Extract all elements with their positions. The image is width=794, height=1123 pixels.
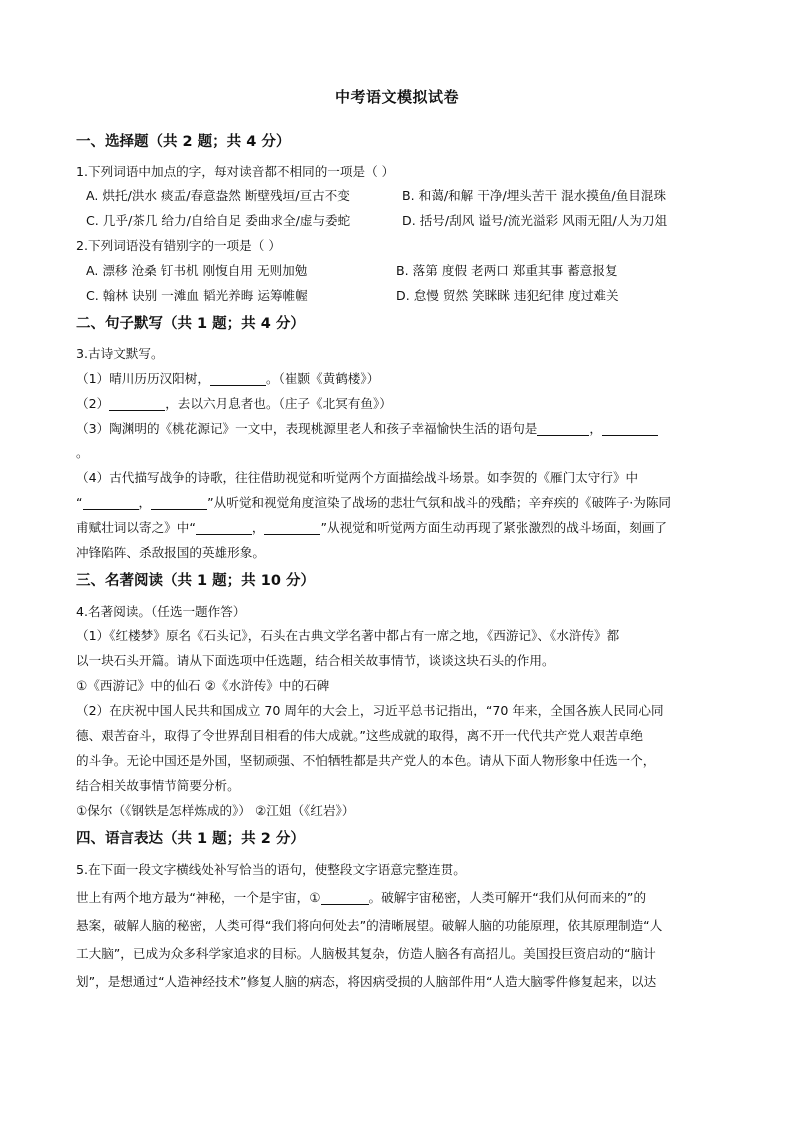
question-1-options-row-1 bbox=[86, 187, 666, 205]
question-3-part-4-line-4: 冲锋陷阵、杀敌报国的英雄形象。 bbox=[76, 545, 265, 560]
question-1-stem: 1.下列词语中加点的字，每对读音都不相同的一项是（ ） bbox=[76, 164, 395, 179]
page-title: 中考语文模拟试卷 bbox=[334, 88, 459, 106]
question-4-stem: 4.名著阅读。（任选一题作答） bbox=[76, 604, 246, 619]
answer-blank[interactable] bbox=[537, 421, 589, 436]
question-4-line-1: （1）《红楼梦》原名《石头记》，石头在古典文学名著中都占有一席之地，《西游记》、《水浒传》都 bbox=[76, 628, 620, 643]
answer-blank[interactable] bbox=[83, 495, 139, 510]
question-4-line-5: 德、艰苦奋斗，取得了令世界刮目相看的伟大成就。”这些成就的取得，离不开一代代共产党人艰苦卓绝 bbox=[76, 728, 643, 743]
question-2-option-d: D. 怠慢 贸然 笑眯眯 违犯纪律 度过难关 bbox=[396, 288, 619, 303]
question-5-line-3: 工大脑”，已成为众多科学家追求的目标。人脑极其复杂，仿造人脑各有高招儿。美国投巨资启动的“脑计 bbox=[76, 946, 656, 961]
question-1-option-d: D. 括号/刮风 谥号/流光溢彩 风雨无阻/人为刀俎 bbox=[402, 213, 668, 228]
blank-marker: ① bbox=[309, 890, 321, 905]
question-2-option-c: C. 翰林 诀别 一滩血 韬光养晦 运筹帷幄 bbox=[86, 288, 308, 303]
answer-blank[interactable] bbox=[196, 520, 252, 535]
question-1-option-c: C. 几乎/茶几 给力/自给自足 委曲求全/虚与委蛇 bbox=[86, 213, 351, 228]
question-5-stem: 5.在下面一段文字横线处补写恰当的语句，使整段文字语意完整连贯。 bbox=[76, 862, 466, 877]
question-4-line-4: （2）在庆祝中国人民共和国成立 70 周年的大会上，习近平总书记指出，“70 年来，全国各族人民同心同 bbox=[76, 703, 664, 718]
answer-blank[interactable] bbox=[210, 371, 266, 386]
question-1-option-a: A. 烘托/洪水 痰盂/春意盎然 断壁残垣/亘古不变 bbox=[86, 188, 350, 203]
answer-blank[interactable] bbox=[321, 890, 369, 905]
question-4-line-2: 以一块石头开篇。请从下面选项中任选题，结合相关故事情节，谈谈这块石头的作用。 bbox=[76, 653, 555, 668]
question-1-option-b: B. 和蔼/和解 干净/埋头苦干 混水摸鱼/鱼目混珠 bbox=[402, 188, 667, 203]
question-3-part-4-line-3: 甫赋壮词以寄之》中“ ， ”从视觉和听觉两方面生动再现了紧张激烈的战斗场面，刻画了 bbox=[76, 520, 668, 535]
section-heading-expression: 四、语言表达（共 1 题；共 2 分） bbox=[76, 831, 305, 847]
question-3-part-2: （2） ，去以六月息者也。（庄子《北冥有鱼》） bbox=[76, 396, 392, 411]
question-3-stem: 3.古诗文默写。 bbox=[76, 346, 164, 361]
answer-blank[interactable] bbox=[109, 396, 165, 411]
question-3-part-3: （3）陶渊明的《桃花源记》一文中，表现桃源里老人和孩子幸福愉快生活的语句是 ， bbox=[76, 420, 720, 438]
question-2-option-a: A. 漂移 沧桑 钉书机 刚愎自用 无则加勉 bbox=[86, 263, 308, 278]
question-3-part-4-line-1: （4）古代描写战争的诗歌，往往借助视觉和听觉两个方面描绘战斗场景。如李贺的《雁门太守行》中 bbox=[76, 470, 639, 485]
question-2-options-row-1 bbox=[86, 262, 618, 280]
question-4-line-7: 结合相关故事情节简要分析。 bbox=[76, 778, 240, 793]
answer-blank[interactable] bbox=[151, 495, 207, 510]
question-1-options-row-2 bbox=[86, 212, 667, 230]
question-3-part-3-end: 。 bbox=[76, 445, 89, 460]
question-2-option-b: B. 落第 度假 老两口 郑重其事 蓄意报复 bbox=[396, 263, 618, 278]
section-heading-choice: 一、选择题（共 2 题；共 4 分） bbox=[76, 134, 291, 150]
question-5-line-1: 世上有两个地方最为“神秘，一个是宇宙，① 。破解宇宙秘密，人类可解开“我们从何而来的”的 bbox=[76, 890, 647, 905]
question-4-line-6: 的斗争。无论中国还是外国，坚韧顽强、不怕牺牲都是共产党人的本色。请从下面人物形象中任选一个， bbox=[76, 753, 656, 768]
question-4-line-8: ①保尔（《钢铁是怎样炼成的》） ②江姐（《红岩》） bbox=[76, 803, 355, 818]
answer-blank[interactable] bbox=[264, 520, 320, 535]
question-3-part-4-line-2: “ ， ”从听觉和视觉角度渲染了战场的悲壮气氛和战斗的残酷；辛弃疾的《破阵子·为陈同 bbox=[76, 495, 672, 510]
question-4-line-3: ①《西游记》中的仙石 ②《水浒传》中的石碑 bbox=[76, 678, 330, 693]
question-2-options-row-2 bbox=[86, 287, 619, 305]
section-heading-classics: 三、名著阅读（共 1 题；共 10 分） bbox=[76, 573, 315, 589]
question-5-line-2: 悬案，破解人脑的秘密，人类可得“我们将向何处去”的清晰展望。破解人脑的功能原理，依其原理制造“人 bbox=[76, 918, 663, 933]
question-3-part-1: （1）晴川历历汉阳树， 。（崔颢《黄鹤楼》） bbox=[76, 371, 380, 386]
question-2-stem: 2.下列词语没有错别字的一项是（ ） bbox=[76, 238, 281, 253]
question-5-line-4: 划”，是想通过“人造神经技术”修复人脑的病态，将因病受损的人脑部件用“人造大脑零件修复起来，以达 bbox=[76, 974, 657, 989]
section-heading-recitation: 二、句子默写（共 1 题；共 4 分） bbox=[76, 316, 305, 332]
answer-blank[interactable] bbox=[602, 421, 658, 436]
